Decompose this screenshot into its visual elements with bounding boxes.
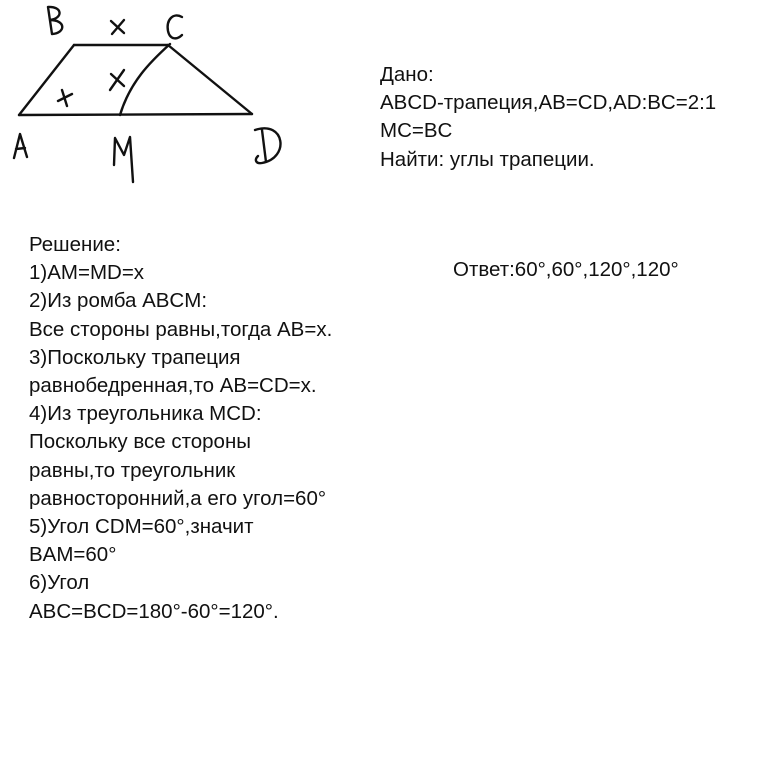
solution-step-4-text-a: Поскольку все стороны: [29, 430, 251, 454]
solution-step-6-text: ABC=BCD=180°-60°=120°.: [29, 599, 279, 623]
solution-step-2: 2)Из ромба ABCM:: [29, 289, 208, 313]
side-cd: [168, 45, 252, 114]
solution-step-4-text-b: равны,то треугольник: [29, 458, 236, 482]
base-ad: [19, 114, 252, 115]
vertex-label-b: [48, 7, 62, 34]
solution-step-3: 3)Поскольку трапеция: [29, 345, 241, 369]
solution-step-5: 5)Угол CDM=60°,значит: [29, 515, 254, 539]
mark-x-am: [58, 90, 72, 106]
vertex-label-c: [168, 15, 182, 38]
solution-step-5-text: BAM=60°: [29, 543, 117, 567]
solution-step-3-text: равнобедренная,то AB=CD=x.: [29, 374, 317, 398]
given-heading: Дано:: [380, 63, 434, 86]
mark-x-mc: [110, 70, 124, 90]
given-condition: ABCD-трапеция,AB=CD,AD:BC=2:1: [380, 91, 717, 115]
solution-step-4: 4)Из треугольника MCD:: [29, 402, 262, 426]
vertex-label-m: [114, 137, 133, 182]
solution-step-4-text-c: равносторонний,а его угол=60°: [29, 486, 327, 510]
vertex-label-a: [14, 134, 27, 158]
solution-step-6: 6)Угол: [29, 571, 90, 595]
given-section: [380, 61, 716, 174]
solution-step-1: 1)AM=MD=x: [29, 261, 145, 285]
mark-x-bc: [111, 20, 124, 34]
trapezoid-sketch: [0, 0, 300, 190]
answer-text: Ответ:60°,60°,120°,120°: [453, 258, 679, 281]
vertex-label-d: [255, 128, 280, 163]
given-mc-bc: MC=BC: [380, 119, 453, 143]
given-find: Найти: углы трапеции.: [380, 147, 595, 171]
solution-section: [29, 231, 332, 626]
segment-mc: [120, 44, 170, 115]
solution-heading: Решение:: [29, 233, 121, 256]
solution-step-2-text: Все стороны равны,тогда AB=x.: [29, 317, 333, 341]
